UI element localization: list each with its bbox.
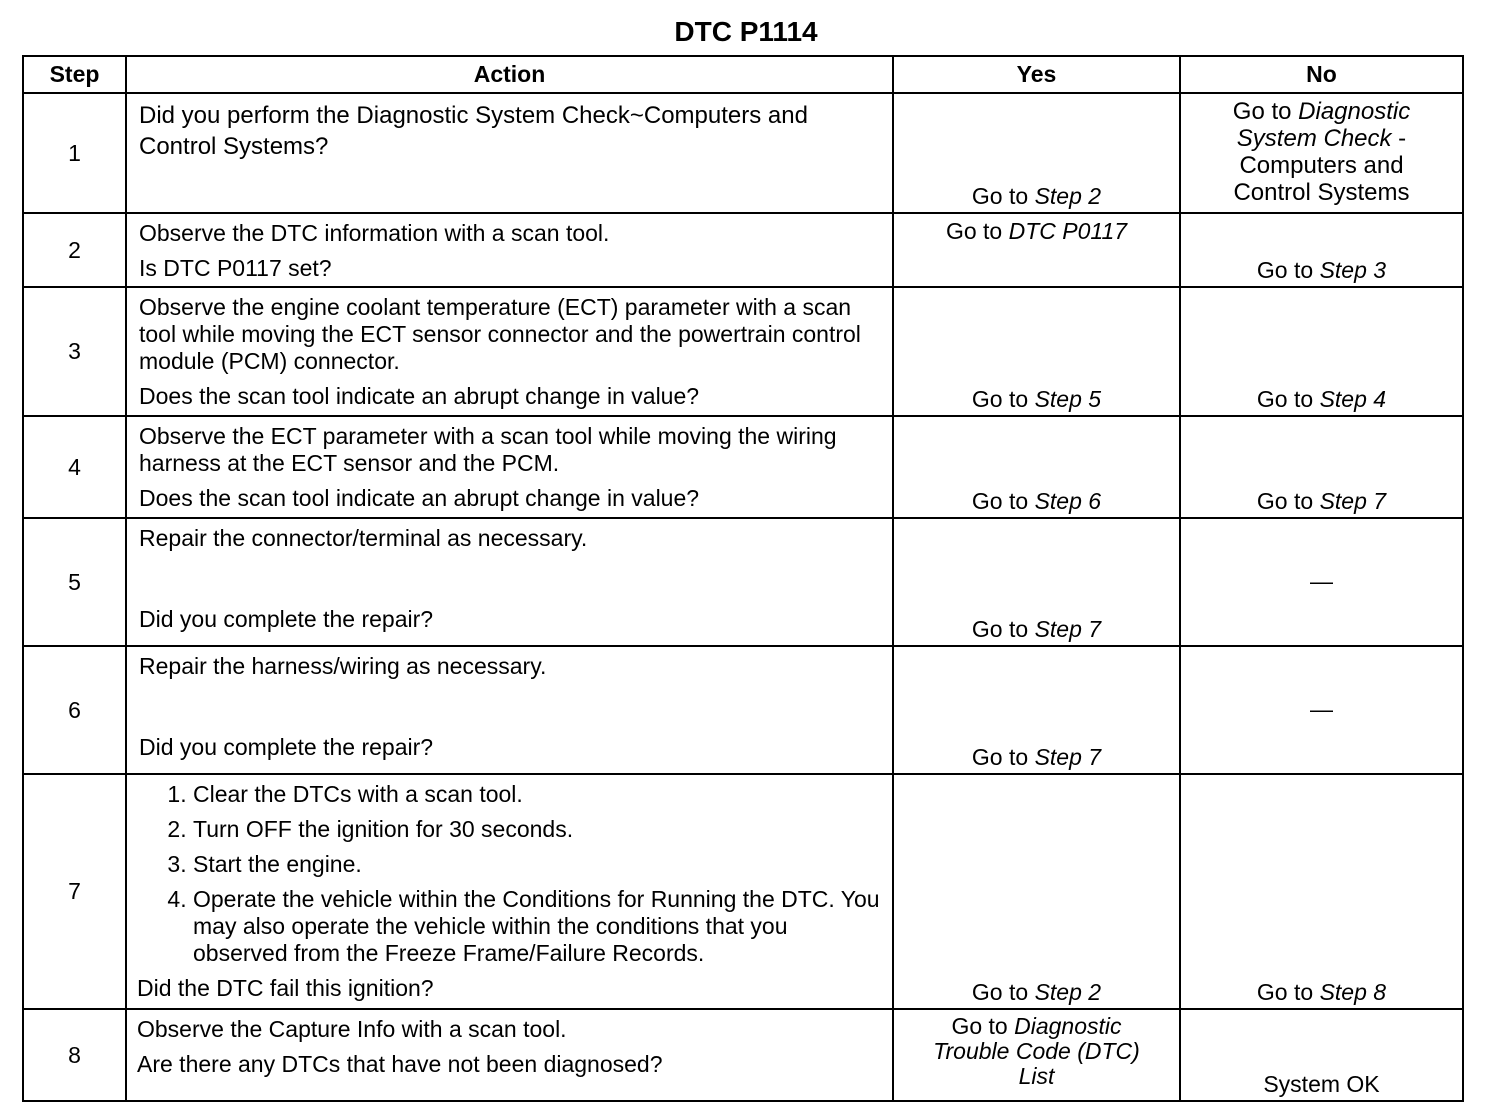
action-cell xyxy=(126,774,893,1009)
yes-ref: Step 2 xyxy=(1034,183,1102,209)
action-cell xyxy=(126,213,893,287)
step-number: 5 xyxy=(23,518,126,646)
header-step: Step xyxy=(23,56,126,93)
table-row xyxy=(23,213,1463,287)
yes-prefix: Go to xyxy=(971,979,1035,1005)
yes-ref: Diagnostic xyxy=(1014,1013,1122,1039)
action-text: Did you perform the Diagnostic System Check~Computers and Control Systems? xyxy=(139,102,808,160)
yes-ref: Step 5 xyxy=(1034,386,1102,412)
table-row xyxy=(23,774,1463,1009)
action-question: Did you complete the repair? xyxy=(139,734,434,760)
yes-ref: List xyxy=(1018,1063,1055,1089)
step-number: 2 xyxy=(23,213,126,287)
no-ref: System Check xyxy=(1236,125,1392,152)
action-question: Did the DTC fail this ignition? xyxy=(137,975,434,1001)
step-number: 4 xyxy=(23,416,126,518)
yes-cell xyxy=(893,646,1180,774)
step-number: 8 xyxy=(23,1009,126,1101)
yes-cell xyxy=(893,93,1180,213)
action-cell xyxy=(126,93,893,213)
action-text: Observe the DTC information with a scan tool. xyxy=(139,220,610,246)
yes-cell xyxy=(893,287,1180,416)
no-cell xyxy=(1180,646,1463,774)
no-cell xyxy=(1180,213,1463,287)
no-line: Control Systems xyxy=(1233,179,1410,206)
header-row xyxy=(23,56,1463,93)
yes-ref: Step 6 xyxy=(1034,488,1102,514)
list-item: 1. Clear the DTCs with a scan tool. xyxy=(193,781,884,808)
yes-prefix: Go to xyxy=(971,386,1035,412)
no-cell xyxy=(1180,93,1463,213)
yes-cell xyxy=(893,774,1180,1009)
table-row xyxy=(23,1009,1463,1101)
no-cell xyxy=(1180,287,1463,416)
no-prefix: System OK xyxy=(1263,1071,1380,1097)
no-prefix: Go to xyxy=(1256,979,1320,1005)
no-line xyxy=(1181,125,1462,152)
yes-line xyxy=(894,1014,1179,1039)
step-number: 3 xyxy=(23,287,126,416)
header-no: No xyxy=(1180,56,1463,93)
action-question: Does the scan tool indicate an abrupt change in value? xyxy=(139,383,700,409)
header-action: Action xyxy=(126,56,893,93)
no-ref: Step 7 xyxy=(1319,488,1387,514)
yes-ref: Step 7 xyxy=(1034,744,1102,770)
no-line: Computers and xyxy=(1239,152,1404,179)
list-item: 3. Start the engine. xyxy=(193,851,884,878)
yes-prefix: Go to xyxy=(971,183,1035,209)
action-text: Observe the Capture Info with a scan tool. xyxy=(137,1016,567,1042)
no-cell xyxy=(1180,774,1463,1009)
yes-prefix: Go to xyxy=(971,488,1035,514)
step-number: 7 xyxy=(23,774,126,1009)
action-cell xyxy=(126,518,893,646)
yes-prefix: Go to xyxy=(971,616,1035,642)
step-number: 6 xyxy=(23,646,126,774)
no-cell xyxy=(1180,518,1463,646)
action-text: Observe the engine coolant temperature (ECT) parameter with a scan tool while moving the ECT sensor connector and the powertrain control module (PCM) connector. xyxy=(139,294,861,374)
yes-cell xyxy=(893,518,1180,646)
list-item: 2. Turn OFF the ignition for 30 seconds. xyxy=(193,816,884,843)
procedure-list xyxy=(137,781,884,967)
action-text: Repair the harness/wiring as necessary. xyxy=(139,653,547,679)
table-row xyxy=(23,518,1463,646)
yes-prefix: Go to xyxy=(945,218,1009,244)
no-suffix: - xyxy=(1391,125,1407,152)
table-row xyxy=(23,646,1463,774)
no-ref: Step 3 xyxy=(1319,257,1387,283)
step-number: 1 xyxy=(23,93,126,213)
action-cell xyxy=(126,416,893,518)
dtc-table xyxy=(22,55,1464,1102)
no-line xyxy=(1181,98,1462,125)
yes-cell xyxy=(893,1009,1180,1101)
no-cell xyxy=(1180,1009,1463,1101)
no-ref: Step 8 xyxy=(1319,979,1387,1005)
table-row xyxy=(23,287,1463,416)
yes-line xyxy=(894,1039,1179,1064)
yes-line xyxy=(894,1064,1179,1089)
no-prefix: Go to xyxy=(1256,257,1320,283)
yes-ref: Step 7 xyxy=(1034,616,1102,642)
no-dash: — xyxy=(1310,567,1333,594)
no-ref: Diagnostic xyxy=(1298,98,1411,125)
action-question: Is DTC P0117 set? xyxy=(139,255,332,281)
action-question: Does the scan tool indicate an abrupt change in value? xyxy=(139,485,700,511)
table-row xyxy=(23,93,1463,213)
no-prefix: Go to xyxy=(1256,488,1320,514)
no-prefix: Go to xyxy=(1232,98,1299,125)
table-row xyxy=(23,416,1463,518)
yes-cell xyxy=(893,213,1180,287)
no-prefix: Go to xyxy=(1256,386,1320,412)
list-item: 4. Operate the vehicle within the Conditions for Running the DTC. You may also operate the vehicle within the conditions that you observed from the Freeze Frame/Failure Records. xyxy=(193,886,884,967)
no-dash: — xyxy=(1310,695,1333,722)
no-cell xyxy=(1180,416,1463,518)
page-title: DTC P1114 xyxy=(674,16,818,47)
action-text: Repair the connector/terminal as necessary. xyxy=(139,525,588,551)
yes-cell xyxy=(893,416,1180,518)
no-ref: Step 4 xyxy=(1319,386,1387,412)
yes-prefix: Go to xyxy=(951,1013,1015,1039)
action-cell xyxy=(126,1009,893,1101)
action-cell xyxy=(126,646,893,774)
yes-ref: DTC P0117 xyxy=(1008,218,1128,244)
action-question: Are there any DTCs that have not been diagnosed? xyxy=(137,1051,663,1077)
yes-ref: Step 2 xyxy=(1034,979,1102,1005)
action-text: Observe the ECT parameter with a scan tool while moving the wiring harness at the ECT sensor and the PCM. xyxy=(139,423,837,476)
action-cell xyxy=(126,287,893,416)
header-yes: Yes xyxy=(893,56,1180,93)
yes-prefix: Go to xyxy=(971,744,1035,770)
yes-ref: Trouble Code (DTC) xyxy=(933,1038,1140,1064)
action-question: Did you complete the repair? xyxy=(139,606,434,632)
